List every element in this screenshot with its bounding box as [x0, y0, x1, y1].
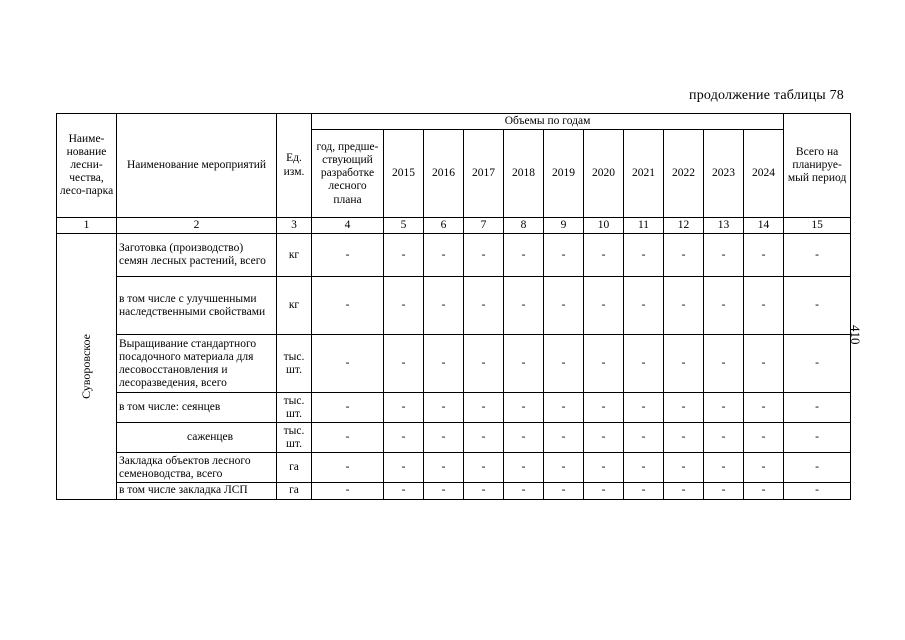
value-cell: -: [744, 335, 784, 393]
value-cell: -: [384, 234, 424, 277]
header-year: 2022: [664, 130, 704, 218]
value-cell: -: [312, 277, 384, 335]
value-cell: -: [584, 234, 624, 277]
column-number: 4: [312, 218, 384, 234]
unit-cell: тыс. шт.: [277, 335, 312, 393]
value-cell: -: [312, 453, 384, 483]
column-number: 3: [277, 218, 312, 234]
value-cell: -: [784, 483, 851, 499]
value-cell: -: [312, 335, 384, 393]
value-cell: -: [744, 393, 784, 423]
value-cell: -: [424, 234, 464, 277]
header-year: 2021: [624, 130, 664, 218]
value-cell: -: [384, 393, 424, 423]
column-number: 14: [744, 218, 784, 234]
value-cell: -: [544, 453, 584, 483]
unit-cell: тыс. шт.: [277, 393, 312, 423]
unit-cell: га: [277, 483, 312, 499]
value-cell: -: [624, 234, 664, 277]
value-cell: -: [504, 483, 544, 499]
value-cell: -: [464, 234, 504, 277]
forest-plan-table: [56, 113, 851, 500]
table-row: [57, 234, 851, 277]
header-year: 2016: [424, 130, 464, 218]
unit-cell: кг: [277, 277, 312, 335]
value-cell: -: [424, 453, 464, 483]
value-cell: -: [624, 423, 664, 453]
table-row: [57, 423, 851, 453]
column-number: 7: [464, 218, 504, 234]
value-cell: -: [744, 234, 784, 277]
value-cell: -: [312, 393, 384, 423]
value-cell: -: [784, 393, 851, 423]
header-forestry-name: Наиме-нование лесни-чества, лесо-парка: [57, 114, 117, 218]
header-year: 2017: [464, 130, 504, 218]
table-row: [57, 393, 851, 423]
value-cell: -: [584, 277, 624, 335]
value-cell: -: [544, 234, 584, 277]
value-cell: -: [384, 423, 424, 453]
header-year: 2015: [384, 130, 424, 218]
value-cell: -: [704, 453, 744, 483]
table-row: [57, 335, 851, 393]
column-number: 9: [544, 218, 584, 234]
value-cell: -: [384, 453, 424, 483]
activity-name: Закладка объектов лесного семеноводства, всего: [117, 453, 277, 483]
activity-name: саженцев: [117, 423, 277, 453]
value-cell: -: [312, 423, 384, 453]
value-cell: -: [784, 335, 851, 393]
column-number: 12: [664, 218, 704, 234]
column-number: 8: [504, 218, 544, 234]
value-cell: -: [704, 234, 744, 277]
value-cell: -: [544, 483, 584, 499]
header-unit: Ед. изм.: [277, 114, 312, 218]
value-cell: -: [744, 423, 784, 453]
value-cell: -: [544, 277, 584, 335]
value-cell: -: [584, 393, 624, 423]
value-cell: -: [784, 277, 851, 335]
value-cell: -: [384, 335, 424, 393]
value-cell: -: [704, 393, 744, 423]
column-number: 10: [584, 218, 624, 234]
unit-cell: га: [277, 453, 312, 483]
unit-cell: тыс. шт.: [277, 423, 312, 453]
value-cell: -: [424, 393, 464, 423]
value-cell: -: [624, 393, 664, 423]
header-year: 2024: [744, 130, 784, 218]
value-cell: -: [784, 423, 851, 453]
column-number: 1: [57, 218, 117, 234]
header-prior-year: год, предше-ствующий разработке лесного плана: [312, 130, 384, 218]
value-cell: -: [384, 483, 424, 499]
header-volumes-by-year: Объемы по годам: [312, 114, 784, 130]
unit-cell: кг: [277, 234, 312, 277]
value-cell: -: [464, 453, 504, 483]
value-cell: -: [664, 393, 704, 423]
value-cell: -: [664, 453, 704, 483]
value-cell: -: [584, 483, 624, 499]
value-cell: -: [424, 483, 464, 499]
header-total: Всего на планируе-мый период: [784, 114, 851, 218]
value-cell: -: [504, 234, 544, 277]
page-number: 410: [848, 325, 863, 345]
value-cell: -: [784, 453, 851, 483]
value-cell: -: [384, 277, 424, 335]
value-cell: -: [664, 234, 704, 277]
value-cell: -: [312, 483, 384, 499]
activity-name: в том числе закладка ЛСП: [117, 483, 277, 499]
value-cell: -: [744, 453, 784, 483]
column-number: 13: [704, 218, 744, 234]
value-cell: -: [624, 277, 664, 335]
value-cell: -: [424, 423, 464, 453]
value-cell: -: [504, 393, 544, 423]
value-cell: -: [424, 277, 464, 335]
value-cell: -: [464, 335, 504, 393]
header-activity-name: Наименование мероприятий: [117, 114, 277, 218]
value-cell: -: [464, 483, 504, 499]
header-year: 2019: [544, 130, 584, 218]
value-cell: -: [584, 423, 624, 453]
value-cell: -: [664, 335, 704, 393]
header-year: 2023: [704, 130, 744, 218]
value-cell: -: [784, 234, 851, 277]
column-number: 6: [424, 218, 464, 234]
column-number: 11: [624, 218, 664, 234]
activity-name: Выращивание стандартного посадочного материала для лесовосстановления и лесоразведения, всего: [117, 335, 277, 393]
value-cell: -: [664, 277, 704, 335]
value-cell: -: [424, 335, 464, 393]
value-cell: -: [504, 423, 544, 453]
value-cell: -: [464, 393, 504, 423]
table-row: [57, 483, 851, 499]
value-cell: -: [544, 393, 584, 423]
header-year: 2018: [504, 130, 544, 218]
value-cell: -: [664, 423, 704, 453]
activity-name: Заготовка (производство) семян лесных растений, всего: [117, 234, 277, 277]
value-cell: -: [464, 277, 504, 335]
column-number: 5: [384, 218, 424, 234]
value-cell: -: [312, 234, 384, 277]
value-cell: -: [704, 483, 744, 499]
value-cell: -: [504, 277, 544, 335]
value-cell: -: [584, 453, 624, 483]
value-cell: -: [624, 335, 664, 393]
activity-name: в том числе: сеянцев: [117, 393, 277, 423]
value-cell: -: [584, 335, 624, 393]
column-number: 15: [784, 218, 851, 234]
value-cell: -: [704, 335, 744, 393]
value-cell: -: [744, 277, 784, 335]
value-cell: -: [704, 423, 744, 453]
value-cell: -: [704, 277, 744, 335]
header-year: 2020: [584, 130, 624, 218]
value-cell: -: [544, 423, 584, 453]
value-cell: -: [624, 453, 664, 483]
column-numbers-row: [57, 218, 851, 234]
forestry-name: Суворовское: [78, 334, 93, 399]
value-cell: -: [504, 335, 544, 393]
value-cell: -: [504, 453, 544, 483]
forestry-cell: [57, 234, 117, 499]
value-cell: -: [464, 423, 504, 453]
value-cell: -: [664, 483, 704, 499]
value-cell: -: [624, 483, 664, 499]
activity-name: в том числе с улучшенными наследственными свойствами: [117, 277, 277, 335]
table-row: [57, 453, 851, 483]
value-cell: -: [744, 483, 784, 499]
table-row: [57, 277, 851, 335]
value-cell: -: [544, 335, 584, 393]
table-caption: продолжение таблицы 78: [689, 88, 844, 103]
column-number: 2: [117, 218, 277, 234]
